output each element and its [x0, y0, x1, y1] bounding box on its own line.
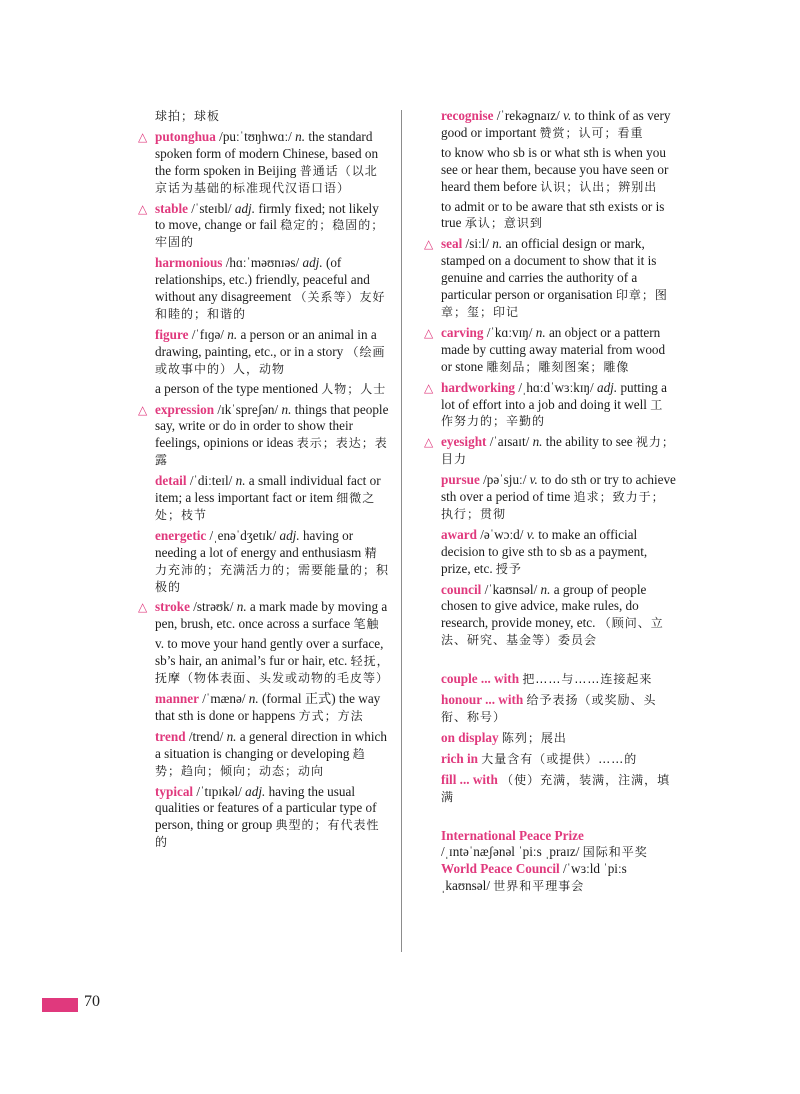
entry-manner — [138, 691, 390, 725]
part-of-speech: n. — [236, 599, 247, 615]
part-of-speech: v. — [526, 526, 535, 542]
headword: council — [441, 581, 482, 597]
part-of-speech: adj. — [279, 527, 300, 543]
part-of-speech: n. — [281, 401, 292, 417]
headword: award — [441, 526, 477, 542]
part-of-speech: adj. — [234, 200, 256, 216]
part-of-speech: n. — [227, 326, 238, 342]
entry-cn: 方式；方法 — [298, 708, 364, 723]
definition: to do sth or try to achieve sth over a period of time — [441, 472, 676, 505]
headword: detail — [155, 473, 187, 489]
definition: a group of people chosen to give advice, make rules, do research, provide money, etc. — [441, 581, 647, 631]
pronunciation: /ˈdiːteɪl/ — [189, 473, 233, 489]
phrase-cn: 陈列；展出 — [501, 730, 567, 745]
phrase-headword: couple ... with — [441, 671, 520, 687]
entry-detail — [138, 473, 390, 524]
entry-cn-3: 承认；意识到 — [464, 216, 543, 231]
definition: the standard spoken form of modern Chinese, based on the form spoken in Beijing — [155, 128, 379, 178]
triangle-icon: △ — [138, 201, 148, 216]
entry-expression — [138, 402, 390, 470]
pronunciation: /ˈsteɪbl/ — [191, 200, 232, 216]
pronunciation: /ˈmænə/ — [202, 691, 246, 706]
pronunciation: /trend/ — [188, 728, 224, 744]
definition: an official design or mark, stamped on a document to show that it is genuine and carries the authority of a particular person or organisation — [441, 236, 657, 303]
triangle-icon: △ — [424, 325, 434, 340]
entry-cn: 细微之处；枝节 — [155, 491, 376, 522]
entry-figure — [138, 327, 390, 398]
entry-continuation — [138, 108, 390, 125]
headword: typical — [155, 783, 194, 799]
entry-stroke — [138, 599, 390, 687]
entry-cn: 稳定的；稳固的；牢固的 — [155, 218, 385, 250]
definition: the ability to see — [545, 434, 633, 450]
page-number: 70 — [84, 993, 100, 1010]
part-of-speech: n. — [532, 434, 543, 450]
phrase-item — [424, 692, 676, 726]
entry-cn: （关系等）友好和睦的；和谐的 — [155, 290, 386, 321]
entry-carving — [424, 325, 676, 376]
headword: stable — [155, 200, 188, 216]
headword: eyesight — [441, 434, 487, 450]
pronunciation: /puːˈtʊŋhwɑː/ — [219, 128, 292, 144]
phrase-headword: fill ... with — [441, 771, 498, 787]
entry-cn: （绘画或故事中的）人，动物 — [155, 344, 386, 376]
headword: seal — [441, 236, 463, 252]
entry-cn: 视力；目力 — [441, 435, 675, 467]
definition-2: to know who sb is or what sth is when you see or hear them, because you have seen or heard them before — [441, 144, 669, 194]
entry-pursue — [424, 472, 676, 523]
entry-award — [424, 527, 676, 578]
entry-hardworking — [424, 380, 676, 431]
proper-name-cn: 世界和平理事会 — [493, 879, 585, 894]
definition: things that people say, write or do in order to show their feelings, opinions or ideas — [155, 401, 389, 451]
entry-cn: 追求；致力于；执行；贯彻 — [441, 490, 665, 521]
definition: having or needing a lot of energy and enthusiasm — [155, 527, 362, 560]
phrase-item — [424, 671, 676, 688]
phrase-item — [424, 751, 676, 768]
pronunciation: /ˈkaʊnsəl/ — [484, 581, 538, 597]
definition-3: to admit or to be aware that sth exists or is true — [441, 198, 665, 231]
headword: figure — [155, 326, 189, 342]
pronunciation: /ˈaɪsaɪt/ — [489, 434, 530, 450]
entry-cn: 工作努力的；辛勤的 — [441, 397, 664, 429]
part-of-speech: n. — [540, 581, 551, 597]
pronunciation: /əˈwɔːd/ — [480, 526, 524, 542]
entry-typical — [138, 784, 390, 852]
entry-cn-2: 认识；认出；辨别出 — [540, 179, 658, 194]
part-of-speech: v. — [563, 108, 572, 123]
headword: energetic — [155, 527, 207, 543]
entry-cn: 趋势；趋向；倾向；动态；动向 — [155, 746, 366, 778]
triangle-icon: △ — [424, 380, 434, 395]
phrase-headword: rich in — [441, 750, 478, 766]
entry-harmonious — [138, 255, 390, 323]
part-of-speech: n. — [492, 236, 503, 252]
part-of-speech: adj. — [302, 255, 323, 271]
headword: recognise — [441, 108, 494, 123]
entry-cn: 印章；图章；玺；印记 — [441, 288, 668, 319]
phrase-item — [424, 772, 676, 806]
part-of-speech: n. — [235, 473, 246, 489]
sense-2 — [441, 145, 676, 196]
phrase-cn: 把……与……连接起来 — [522, 672, 653, 687]
entry-cn: （顾问、立法、研究、基金等）委员会 — [441, 616, 664, 648]
phrase-cn: 大量含有（或提供）……的 — [481, 751, 638, 766]
triangle-icon: △ — [424, 435, 434, 450]
entry-seal — [424, 236, 676, 321]
triangle-icon: △ — [138, 600, 148, 615]
proper-name-cn: 国际和平奖 — [582, 845, 648, 860]
definition: firmly fixed; not likely to move, change or fail — [155, 200, 379, 233]
definition: to think of as very good or important — [441, 108, 671, 140]
page-number-tab — [42, 998, 78, 1012]
entry-council — [424, 582, 676, 650]
headword: stroke — [155, 599, 190, 615]
proper-name-pronunciation: /ˌɪntəˈnæʃənəl ˈpiːs ˌpraɪz/ — [441, 844, 580, 860]
proper-name-item — [424, 861, 676, 895]
entry-eyesight — [424, 434, 676, 468]
section-gap — [424, 810, 676, 828]
headword: manner — [155, 691, 199, 706]
column-divider — [401, 110, 402, 952]
part-of-speech: adj. — [596, 379, 618, 395]
part-of-speech: adj. — [245, 783, 266, 799]
definition-2: a person of the type mentioned — [155, 380, 318, 396]
entry-recognise — [424, 108, 676, 232]
pronunciation: /pəˈsjuː/ — [483, 472, 527, 488]
pronunciation: /ˈkɑːvɪŋ/ — [486, 324, 533, 340]
entry-cn: 精力充沛的；充满活力的；需要能量的；积极的 — [155, 545, 390, 594]
definition: a mark made by moving a pen, brush, etc. once across a surface — [155, 599, 388, 632]
pronunciation: /ˈrekəgnaɪz/ — [496, 108, 560, 123]
definition-2: v. to move your hand gently over a surface, sb’s hair, an animal’s fur or hair, etc. — [155, 636, 384, 669]
definition: (of relationships, etc.) friendly, peaceful and without any disagreement — [155, 255, 370, 305]
pronunciation: /ˌenəˈdʒetɪk/ — [209, 527, 277, 543]
entry-cn-2: 人物；人士 — [321, 381, 387, 396]
part-of-speech: n. — [248, 691, 259, 706]
pronunciation: /hɑːˈməʊnɪəs/ — [225, 255, 300, 271]
part-of-speech: v. — [529, 472, 538, 488]
headword: pursue — [441, 472, 480, 488]
headword: carving — [441, 324, 484, 340]
entry-cn: 球拍；球板 — [155, 109, 221, 123]
headword: hardworking — [441, 379, 516, 395]
phrase-cn: 给予表扬（或奖励、头衔、称号） — [441, 693, 657, 724]
entry-cn-2: 轻抚，抚摩（物体表面、头发或动物的毛皮等） — [155, 654, 390, 686]
proper-name-pronunciation: /ˈwɜːld ˈpiːs ˌkaʊnsəl/ — [441, 861, 627, 894]
definition: a general direction in which a situation is changing or developing — [155, 728, 387, 761]
headword: trend — [155, 728, 186, 744]
entry-cn: 授予 — [495, 561, 522, 576]
sense-3 — [441, 199, 676, 233]
part-of-speech: n. — [295, 128, 306, 144]
headword: expression — [155, 401, 215, 417]
proper-name: World Peace Council — [441, 861, 560, 877]
definition: putting a lot of effort into a job and doing it well — [441, 379, 667, 412]
phrase-item — [424, 730, 676, 747]
entry-stable — [138, 201, 390, 252]
definition: an object or a pattern made by cutting away material from wood or stone — [441, 324, 666, 374]
headword: putonghua — [155, 128, 216, 144]
phrase-cn: （使）充满，装满，注满，填满 — [441, 772, 671, 804]
entry-cn: 笔触 — [353, 617, 380, 632]
entry-cn: 普通话（以北京话为基础的标准现代汉语口语） — [155, 163, 378, 195]
entry-cn: 表示；表达；表露 — [155, 436, 388, 468]
entry-cn: 雕刻品；雕刻图案；雕像 — [486, 359, 630, 374]
right-column — [424, 108, 676, 899]
phrase-headword: on display — [441, 729, 499, 745]
part-of-speech: n. — [535, 324, 546, 340]
sense-2 — [155, 381, 390, 398]
phrase-headword: honour ... with — [441, 692, 524, 708]
left-column — [138, 108, 390, 855]
pronunciation: /ɪkˈspreʃən/ — [217, 401, 279, 417]
definition: (formal 正式) the way that sth is done or happens — [155, 691, 381, 723]
headword: harmonious — [155, 255, 223, 271]
entry-energetic — [138, 528, 390, 596]
triangle-icon: △ — [424, 237, 434, 252]
pronunciation: /strəʊk/ — [193, 599, 234, 615]
definition: to make an official decision to give sth to sb as a payment, prize, etc. — [441, 526, 648, 576]
pronunciation: /ˈfɪɡə/ — [191, 326, 224, 342]
section-gap — [424, 653, 676, 671]
part-of-speech: n. — [226, 728, 237, 744]
pronunciation: /siːl/ — [465, 236, 489, 252]
sense-2 — [155, 636, 390, 687]
proper-name: International Peace Prize — [441, 827, 584, 843]
entry-cn: 典型的；有代表性的 — [155, 818, 380, 850]
definition: having the usual qualities or features of a particular type of person, thing or group — [155, 783, 377, 833]
triangle-icon: △ — [138, 402, 148, 417]
entry-cn: 赞赏；认可；看重 — [539, 125, 644, 140]
proper-name-item — [424, 828, 676, 862]
pronunciation: /ˌhɑːdˈwɜːkɪŋ/ — [518, 379, 594, 395]
entry-putonghua — [138, 129, 390, 197]
definition: a small individual fact or item; a less important fact or item — [155, 473, 381, 506]
definition: a person or an animal in a drawing, painting, etc., or in a story — [155, 326, 377, 359]
entry-trend — [138, 729, 390, 780]
triangle-icon: △ — [138, 129, 148, 144]
pronunciation: /ˈtɪpɪkəl/ — [196, 783, 242, 799]
